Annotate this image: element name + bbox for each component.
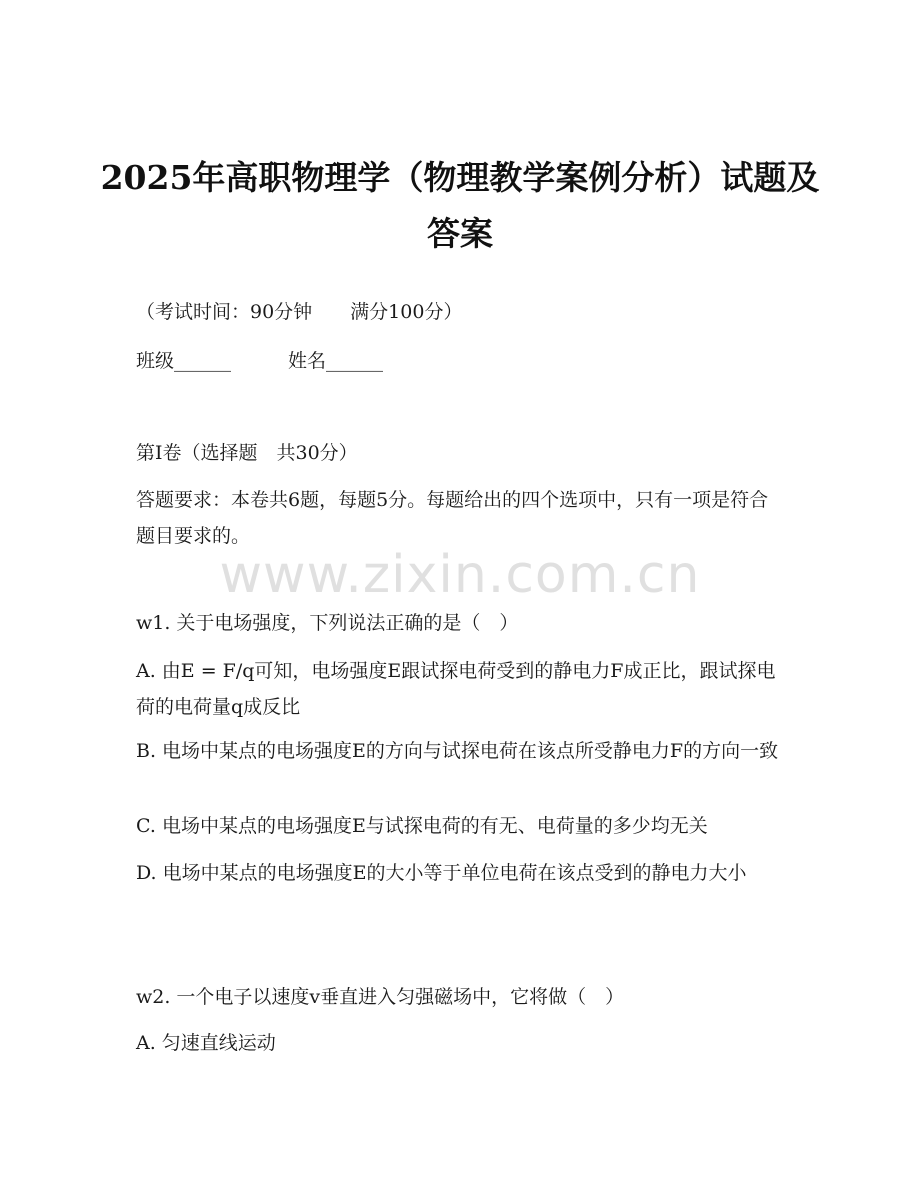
instructions: 答题要求：本卷共6题，每题5分。每题给出的四个选项中，只有一项是符合题目要求的。 [136,489,769,547]
exam-info: （考试时间：90分钟 满分100分） [136,301,463,323]
question-option: A. 由E = F/q可知，电场强度E跟试探电荷受到的静电力F成正比，跟试探电荷的电荷量q成反比 [136,660,776,718]
question-stem: w1. 关于电场强度，下列说法正确的是（ ） [136,612,519,634]
question-option: B. 电场中某点的电场强度E的方向与试探电荷在该点所受静电力F的方向一致 [136,740,779,762]
document-title: 2025年高职物理学（物理教学案例分析）试题及答案 [100,158,820,253]
question-stem: w2. 一个电子以速度v垂直进入匀强磁场中，它将做（ ） [136,986,625,1008]
question-option: D. 电场中某点的电场强度E的大小等于单位电荷在该点受到的静电力大小 [136,862,747,884]
section-heading: 第Ⅰ卷（选择题 共30分） [136,442,358,464]
class-name-line: 班级______ 姓名______ [136,350,384,372]
watermark: www.zixin.com.cn [219,545,701,605]
question-option: C. 电场中某点的电场强度E与试探电荷的有无、电荷量的多少均无关 [136,815,708,837]
question-option: A. 匀速直线运动 [136,1032,276,1054]
